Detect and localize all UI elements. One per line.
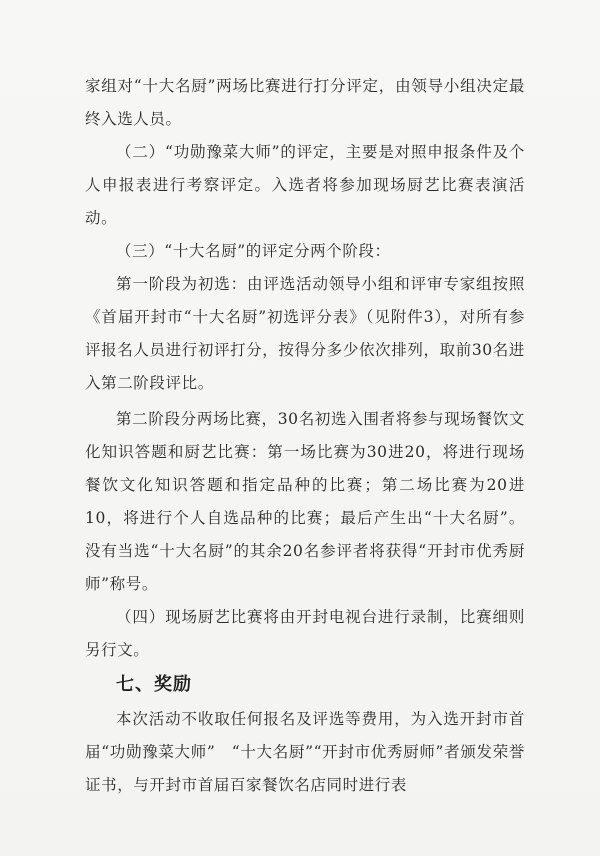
paragraph-item-three: （三）“十大名厨”的评定分两个阶段：	[116, 242, 391, 260]
paragraph-item-four: （四）现场厨艺比赛将由开封电视台进行录制，比赛细则另行文。	[85, 608, 525, 659]
document-body	[85, 70, 525, 802]
paragraph-continuation: 家组对“十大名厨”两场比赛进行打分评定，由领导小组决定最终入选人员。	[85, 77, 525, 128]
paragraph-stage-two: 第二阶段分两场比赛，30名初选入围者将参与现场餐饮文化知识答题和厨艺比赛：第一场比赛为30进20，将进行现场餐饮文化知识答题和指定品种的比赛；第二场比赛为20进10，将进行个人自选品种的比赛；最后产生出“十大名厨”。没有当选“十大名厨”的其余20名参评者将获得“开封市优秀厨师”称号。	[85, 410, 525, 593]
section-heading-rewards: 七、奖励	[116, 674, 192, 695]
paragraph-stage-one: 第一阶段为初选：由评选活动领导小组和评审专家组按照《首届开封市“十大名厨”初选评分表》（见附件3），对所有参评报名人员进行初评打分，按得分多少依次排列，取前30名进入第二阶段评比。	[85, 275, 525, 392]
paragraph-rewards: 本次活动不收取任何报名及评选等费用，为入选开封市首届“功勋豫菜大师” “十大名厨”“开封市优秀厨师”者颁发荣誉证书，与开封市首届百家餐饮名店同时进行表	[85, 710, 525, 794]
paragraph-item-two: （二）“功勋豫菜大师”的评定，主要是对照申报条件及个人申报表进行考察评定。入选者将参加现场厨艺比赛表演活动。	[85, 143, 525, 227]
